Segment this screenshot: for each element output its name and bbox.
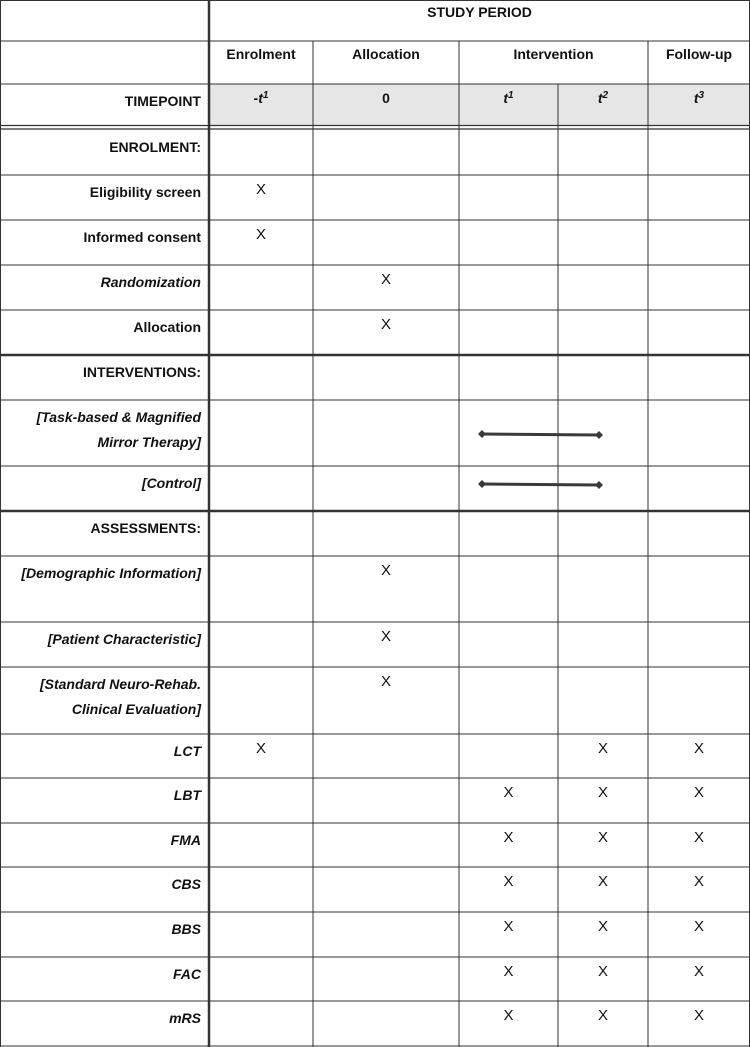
schedule-mark: X xyxy=(693,918,704,935)
schedule-mark: X xyxy=(693,963,704,980)
schedule-mark: X xyxy=(597,829,608,846)
schedule-mark: X xyxy=(503,829,514,846)
timepoint-t1-sub: 1 xyxy=(508,90,514,101)
timepoint-label: TIMEPOINT xyxy=(124,93,201,109)
schedule-mark: X xyxy=(380,628,391,645)
row-label: Eligibility screen xyxy=(89,184,201,200)
schedule-mark: X xyxy=(693,740,704,757)
row-label: ASSESSMENTS: xyxy=(90,520,201,536)
intervention-duration-bar xyxy=(482,484,599,485)
schedule-mark: X xyxy=(503,918,514,935)
schedule-mark: X xyxy=(380,271,391,288)
schedule-mark: X xyxy=(597,873,608,890)
phase-followup-header: Follow-up xyxy=(665,46,733,62)
timepoint-t1 xyxy=(459,84,558,124)
timepoint-allocation: 0 xyxy=(382,90,390,106)
row-label: [Standard Neuro-Rehab. Clinical Evaluation] xyxy=(39,676,201,717)
schedule-mark: X xyxy=(597,918,608,935)
schedule-mark: X xyxy=(597,784,608,801)
row-label: CBS xyxy=(171,876,201,892)
phase-enrolment-header: Enrolment xyxy=(226,46,296,62)
schedule-mark: X xyxy=(503,963,514,980)
timepoint-t3 xyxy=(648,84,750,124)
phase-allocation-header: Allocation xyxy=(352,46,420,62)
row-label: [Task-based & Magnified Mirror Therapy] xyxy=(36,409,201,450)
schedule-mark: X xyxy=(255,740,266,757)
schedule-mark: X xyxy=(503,873,514,890)
duration-bar-endpoint xyxy=(478,430,486,438)
schedule-mark: X xyxy=(597,963,608,980)
phase-intervention-header: Intervention xyxy=(513,46,594,62)
intervention-duration-bar xyxy=(482,434,599,435)
schedule-mark: X xyxy=(503,784,514,801)
row-label: [Control] xyxy=(141,475,201,491)
row-label: FMA xyxy=(170,832,201,848)
schedule-mark: X xyxy=(693,873,704,890)
schedule-mark: X xyxy=(503,1007,514,1024)
row-label: INTERVENTIONS: xyxy=(83,364,201,380)
row-label: LBT xyxy=(173,787,201,803)
row-label: Randomization xyxy=(100,274,201,290)
schedule-mark: X xyxy=(380,562,391,579)
schedule-mark: X xyxy=(693,784,704,801)
schedule-mark: X xyxy=(597,1007,608,1024)
timepoint-enrolment xyxy=(209,84,313,124)
timepoint-t2 xyxy=(558,84,648,124)
timepoint-t2-sub: 2 xyxy=(602,90,609,101)
study-period-header: STUDY PERIOD xyxy=(427,4,532,20)
row-label: BBS xyxy=(171,921,201,937)
schedule-mark: X xyxy=(255,226,266,243)
schedule-mark: X xyxy=(255,181,266,198)
duration-bar-endpoint xyxy=(478,480,486,488)
timepoint-t3-sub: 3 xyxy=(698,90,705,101)
duration-bar-endpoint xyxy=(595,481,603,489)
timepoint-t1-prefix: t xyxy=(503,90,509,106)
schedule-mark: X xyxy=(693,1007,704,1024)
timepoint-t3-prefix: t xyxy=(693,90,699,106)
schedule-mark: X xyxy=(380,316,391,333)
timepoint-enrolment-sub: 1 xyxy=(262,90,269,101)
row-label: FAC xyxy=(173,966,201,982)
schedule-mark: X xyxy=(597,740,608,757)
row-label: LCT xyxy=(173,743,201,759)
row-label: [Demographic Information] xyxy=(21,565,201,581)
duration-bar-endpoint xyxy=(595,431,603,439)
timepoint-t2-prefix: t xyxy=(597,90,603,106)
row-label: Allocation xyxy=(133,319,201,335)
row-label: [Patient Characteristic] xyxy=(47,631,201,647)
schedule-mark: X xyxy=(693,829,704,846)
row-label: Informed consent xyxy=(83,229,201,245)
timepoint-enrolment-prefix: -t xyxy=(253,90,263,106)
row-label: ENROLMENT: xyxy=(109,139,201,155)
schedule-mark: X xyxy=(380,673,391,690)
row-label: mRS xyxy=(169,1010,201,1026)
